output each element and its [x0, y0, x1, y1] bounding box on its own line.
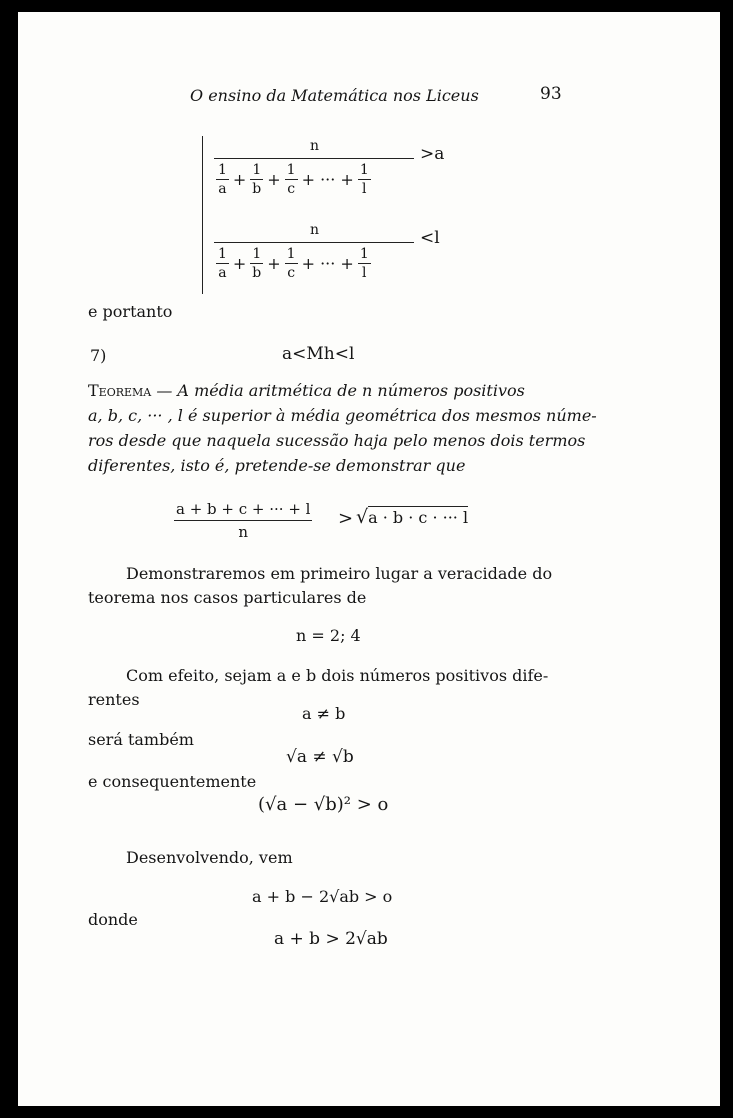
running-title: O ensino da Matemática nos Liceus	[190, 86, 479, 105]
row2-relation: <l	[420, 228, 440, 248]
cases-equation: n = 2; 4	[296, 626, 361, 645]
demo-line-2: teorema nos casos particulares de	[88, 588, 367, 607]
text-desenvolvendo: Desenvolvendo, vem	[126, 848, 293, 867]
row1-numerator: n	[310, 138, 320, 154]
teorema-line-1: Teorema — A média aritmética de n números positivos	[88, 381, 525, 400]
sqrt-neq: √a ≠ √b	[286, 747, 354, 767]
equation-7: a<Mh<l	[282, 344, 355, 364]
mean-denominator: n	[238, 523, 249, 541]
square-inequality: (√a − √b)² > o	[258, 794, 389, 815]
text-consequentemente: e consequentemente	[88, 772, 257, 791]
row1-sum: 1 a + $\frac{1}{b}$ + $\frac{1}{c}$ + ··· + $\frac{1}{l}$	[218, 162, 369, 197]
row2-sum: 1 a + $\frac{1}{b}$ + $\frac{1}{c}$ + ··· + $\frac{1}{l}$	[218, 246, 369, 281]
row1-relation: >a	[420, 144, 445, 164]
text-donde: donde	[88, 910, 138, 929]
book-page	[18, 12, 720, 1106]
final-inequality: a + b > 2√ab	[274, 929, 388, 949]
ineq-relation: >	[338, 508, 354, 529]
mean-fraction	[174, 500, 312, 541]
text-e-portanto: e portanto	[88, 302, 173, 321]
demo-line-1: Demonstraremos em primeiro lugar a veracidade do	[126, 564, 553, 583]
teorema-line-2: a, b, c, ··· , l é superior à média geométrica dos mesmos núme-	[88, 406, 597, 425]
teorema-line-3: ros desde que naquela sucessão haja pelo menos dois termos	[88, 431, 586, 450]
expanded-inequality: a + b − 2√ab > o	[252, 887, 393, 906]
page-number: 93	[540, 84, 562, 104]
system-brace	[202, 136, 213, 294]
text-sera-tambem: será também	[88, 730, 194, 749]
row2-numerator: n	[310, 222, 320, 238]
a-neq-b: a ≠ b	[302, 704, 346, 723]
com-efeito-line-2: rentes	[88, 690, 140, 709]
teorema-line-4: diferentes, isto é, pretende-se demonstrar que	[88, 456, 466, 475]
equation-7-label: 7)	[90, 346, 107, 365]
mean-numerator: a + b + c + ··· + l	[174, 500, 312, 521]
row1-fraction-bar	[214, 158, 414, 159]
com-efeito-line-1: Com efeito, sejam a e b dois números positivos dife-	[126, 666, 549, 685]
geometric-root: √a · b · c · ··· l	[356, 506, 469, 528]
radical-sign: √	[356, 506, 369, 528]
row2-fraction-bar	[214, 242, 414, 243]
